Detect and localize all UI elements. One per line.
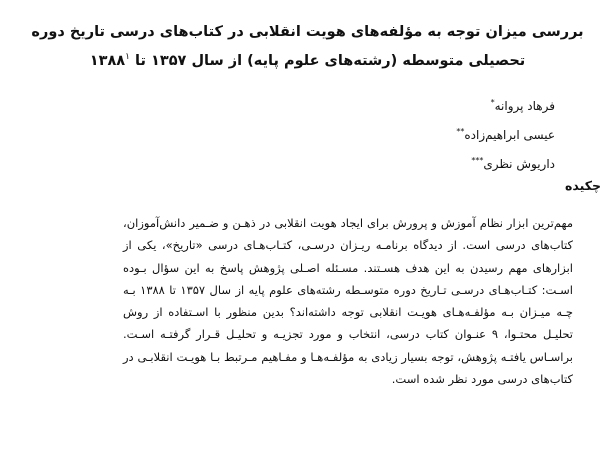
author-1-mark: * <box>490 98 495 107</box>
author-3 <box>456 148 555 177</box>
author-2-name: عیسی ابراهیم‌زاده <box>464 128 555 142</box>
title-footnote-mark: ۱ <box>125 52 130 62</box>
author-1-name: فرهاد پروانه <box>494 99 555 113</box>
title-line-1: بررسی میزان توجه به مؤلفه‌های هویت انقلابی در کتاب‌های درسی تاریخ دوره <box>31 24 584 40</box>
author-1 <box>456 90 555 119</box>
abstract-heading: چکیده <box>565 178 601 193</box>
author-list <box>456 90 555 177</box>
abstract-body: مهم‌ترین ابزار نظام آموزش و پرورش برای ایجاد هویت انقلابی در ذهـن و ضـمیر دانش‌آموزان، کتاب‌های درسی است. از دیدگاه برنامـه ریـزان درسـی، کتـاب‌هـای درسی «تاریخ»، یکی از ابزارهای مهم رسیدن به این هدف هسـتند. مسـئله اصـلی پژوهش پاسخ به این سؤال بـوده اسـت: کتـاب‌هـای درسـی تـاریخ دوره متوسـطه رشته‌های علوم پایه از سال ۱۳۵۷ تا ۱۳۸۸ بـه چـه میـزان بـه مؤلفـه‌هـای هویـت انقلابی توجه داشته‌اند؟ بدین منظور با اسـتفاده از روش تحلیـل محتـوا، ۹ عنـوان کتاب درسی، انتخاب و مورد تجزیـه و تحلیـل قـرار گرفتـه اسـت. براسـاس یافتـه پژوهش، توجه بسیار زیادی به مؤلفـه‌هـا و مفـاهیم مـرتبط بـا هویـت انقلابـی در کتاب‌های درسی مورد نظر شده است. <box>123 216 573 387</box>
author-2 <box>456 119 555 148</box>
title-line-2-text: تحصیلی متوسطه (رشته‌های علوم پایه) از سال ۱۳۵۷ تا ۱۳۸۸ <box>89 52 526 69</box>
author-2-mark: ** <box>456 127 465 136</box>
author-3-mark: *** <box>471 156 484 165</box>
paper-title <box>30 20 585 74</box>
title-line-2 <box>30 45 585 74</box>
author-3-name: داریوش نظری <box>483 157 555 171</box>
